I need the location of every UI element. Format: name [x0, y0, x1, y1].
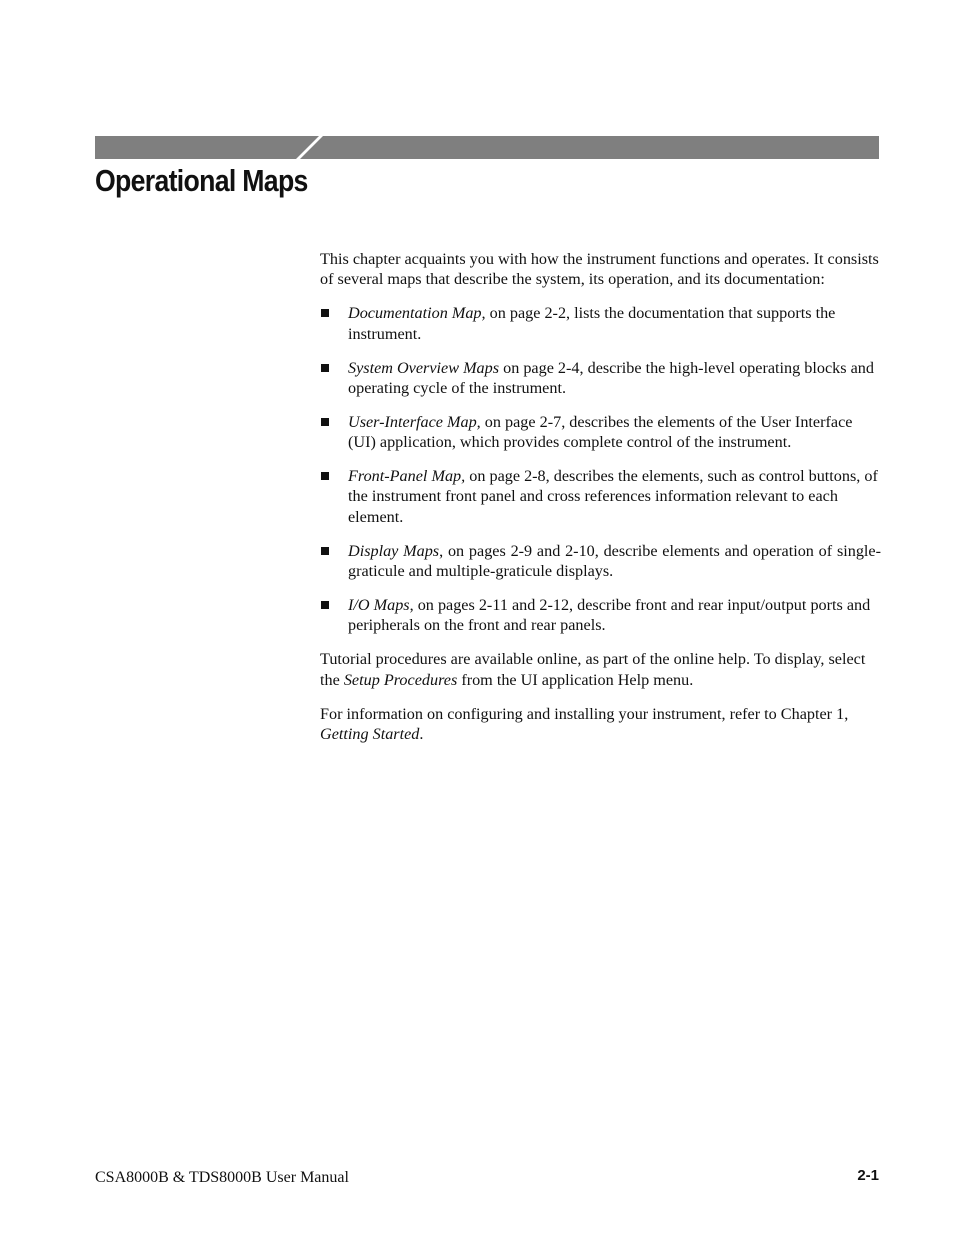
- chapter-header-bar: [95, 136, 879, 159]
- intro-paragraph: This chapter acquaints you with how the instrument functions and operates. It consists of several maps that describe the system, its operation, and its documentation:: [320, 250, 879, 289]
- setup-procedures-reference: Setup Procedures: [343, 670, 458, 689]
- getting-started-link[interactable]: Getting Started: [320, 724, 420, 743]
- square-bullet-icon: [321, 547, 329, 555]
- list-item: Display Maps, on pages 2-9 and 2-10, describe elements and operation of single-graticule and multiple-graticule displays.: [320, 541, 881, 582]
- footer-manual-title: CSA8000B & TDS8000B User Manual: [95, 1169, 349, 1186]
- square-bullet-icon: [321, 364, 329, 372]
- map-reference-link[interactable]: I/O Maps: [348, 595, 410, 614]
- square-bullet-icon: [321, 472, 329, 480]
- square-bullet-icon: [321, 601, 329, 609]
- config-paragraph: For information on configuring and installing your instrument, refer to Chapter 1, Getting Started.: [320, 704, 849, 743]
- map-reference-link[interactable]: User-Interface Map,: [348, 412, 481, 431]
- square-bullet-icon: [321, 418, 329, 426]
- chapter-title: Operational Maps: [95, 163, 308, 198]
- chapter-body: [320, 249, 881, 758]
- list-item: I/O Maps, on pages 2-11 and 2-12, describe front and rear input/output ports and peripherals on the front and rear panels.: [320, 595, 881, 636]
- map-reference-link[interactable]: System Overview Maps: [348, 358, 500, 377]
- footer-page-number: 2-1: [857, 1167, 879, 1184]
- list-item: Documentation Map, on page 2-2, lists the documentation that supports the instrument.: [320, 303, 881, 344]
- list-item: User-Interface Map, on page 2-7, describes the elements of the User Interface (UI) application, which provides complete control of the instrument.: [320, 412, 881, 453]
- list-item: Front-Panel Map, on page 2-8, describes the elements, such as control buttons, of the instrument front panel and cross references information relevant to each element.: [320, 466, 881, 527]
- list-item: System Overview Maps on page 2-4, describe the high-level operating blocks and operating cycle of the instrument.: [320, 358, 881, 399]
- map-list: [320, 303, 881, 635]
- tutorial-paragraph: Tutorial procedures are available online, as part of the online help. To display, select the Setup Procedures from the UI application Help menu.: [320, 650, 866, 689]
- square-bullet-icon: [321, 309, 329, 317]
- map-reference-link[interactable]: Front-Panel Map,: [348, 467, 466, 486]
- map-reference-link[interactable]: Documentation Map,: [348, 304, 486, 323]
- map-reference-link[interactable]: Display Maps: [348, 541, 440, 560]
